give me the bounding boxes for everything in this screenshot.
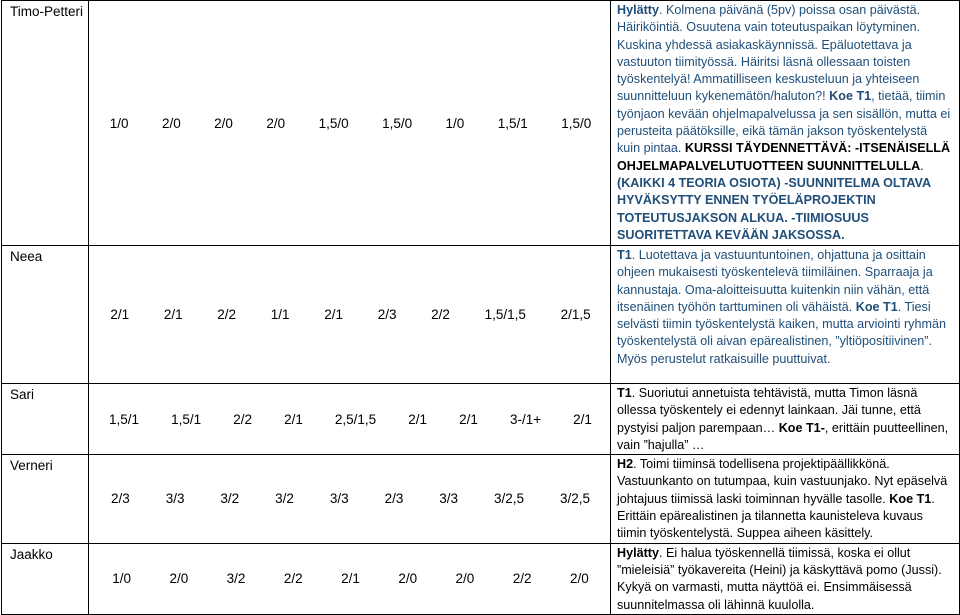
comment-cell xyxy=(611,246,960,384)
comment-segment: . Erittäin epärealistinen ja tilannetta kaunisteleva kuvaus tiimin työskentelystä. Suppea aiheen käsittely. xyxy=(617,491,935,541)
score-value: 3/3 xyxy=(165,491,185,507)
comment-cell xyxy=(611,543,960,614)
score-value: 2/3 xyxy=(384,491,404,507)
score-value: 3/3 xyxy=(329,491,349,507)
score-value: 2/0 xyxy=(455,571,475,587)
comment-segment: H2 xyxy=(617,457,634,472)
score-value: 1,5/0 xyxy=(318,115,349,131)
score-value: 2/0 xyxy=(398,571,418,587)
score-value: 1/0 xyxy=(112,571,131,587)
table-row xyxy=(2,384,960,455)
comment-segment: Koe T1 xyxy=(829,89,872,104)
score-value: 2/1 xyxy=(163,307,183,322)
score-value: 2/3 xyxy=(377,307,397,322)
score-value: 3/2 xyxy=(275,491,294,507)
score-value: 1,5/0 xyxy=(561,115,592,131)
score-value: 3/2 xyxy=(220,491,240,507)
score-value: 2/0 xyxy=(214,115,233,131)
score-value: 2/1 xyxy=(341,571,360,587)
score-value: 2/1 xyxy=(408,411,428,427)
table-row xyxy=(2,1,960,246)
comment-segment: Koe T1 xyxy=(855,299,898,314)
score-value: 2/2 xyxy=(431,307,450,322)
comment-cell xyxy=(611,1,960,246)
score-value: 2/2 xyxy=(217,307,237,322)
score-cell xyxy=(89,543,611,614)
score-value: 2/0 xyxy=(161,115,181,131)
score-value: 1,5/0 xyxy=(382,115,413,131)
score-value: 2/1 xyxy=(573,411,592,427)
comment-segment: Koe T1 xyxy=(889,491,932,506)
score-value: 2/1 xyxy=(459,411,478,427)
score-value: 2/1 xyxy=(110,307,130,322)
comment-segment: . xyxy=(920,158,924,173)
table-row xyxy=(2,455,960,543)
score-value: 2/0 xyxy=(169,571,189,587)
comment-segment: Hylätty xyxy=(617,3,659,17)
comment-cell xyxy=(611,455,960,543)
student-name: Timo-Petteri xyxy=(2,1,89,246)
comment-segment: . Ei halua työskennellä tiimissä, koska ei ollut ”mieleisiä” työkavereita (Heini) ja käskyttävä pomo (Jussi). Kykyä on varmasti, mutta näyttöä ei. Ensimmäisessä suunnitelmassa oli lähinnä kuulolla. xyxy=(617,545,942,612)
comment-segment: . Toimi tiiminsä todellisena projektipäällikkönä. Vastuunkanto on tutumpaa, kuin vastuunjako. Nyt epäselvä johtajuus tiimissä laski toiminnan hyvälle tasolle. xyxy=(617,457,948,506)
comment-segment: . Luotettava ja vastuuntuntoinen, ohjattuna ja osittain ohjeen mukaisesti työskentelevä tiimiläinen. Sparraaja ja kannustaja. Oma-aloitteisuutta kuitenkin niin vähän, että itsenäinen työhön tarttuminen oli vähäistä. xyxy=(617,248,933,314)
score-value: 1/0 xyxy=(445,115,465,131)
score-value: 2/1 xyxy=(324,307,343,322)
score-value: 3/2,5 xyxy=(494,491,525,507)
comment-segment: Hylätty xyxy=(617,545,659,560)
score-value: 2,5/1,5 xyxy=(334,411,377,427)
score-cell xyxy=(89,455,611,543)
score-value: 1,5/1,5 xyxy=(484,307,526,322)
score-cell xyxy=(89,1,611,246)
comment-segment: (KAIKKI 4 TEORIA OSIOTA) -SUUNNITELMA OLTAVA HYVÄKSYTTY ENNEN TYÖELÄPROJEKTIN TOTEUTUSJAKSON ALKUA. -TIIMIOSUUS SUORITETTAVA KEVÄÄN JAKSOSSA. xyxy=(617,175,931,242)
score-value: 2/1,5 xyxy=(560,307,591,322)
comment-segment: , tietää, tiimin työnjaon kevään ohjelmapalvelussa ja sen sisällön, mutta ei perusteita päätöksille, eikä tämän jakson työskentelystä kuin pintaa. xyxy=(617,89,951,156)
comment-segment: Koe T1- xyxy=(778,420,825,435)
comment-segment: T1 xyxy=(617,248,632,262)
score-value: 2/2 xyxy=(283,571,303,587)
student-name: Sari xyxy=(2,384,89,455)
score-cell xyxy=(89,246,611,384)
score-value: 2/0 xyxy=(266,115,286,131)
score-value: 3/2,5 xyxy=(559,491,590,507)
score-value: 3/2 xyxy=(226,571,246,587)
comment-segment: . Suoriutui annetuista tehtävistä, mutta Timon läsnä ollessa työskentely ei edennyt lainkaan. Jäi tunne, että pystyisi paljon parempaan… xyxy=(617,386,921,435)
score-value: 1,5/1 xyxy=(109,411,140,427)
student-name: Neea xyxy=(2,246,89,384)
student-name: Verneri xyxy=(2,455,89,543)
score-value: 3/3 xyxy=(439,491,459,507)
score-value: 3-/1+ xyxy=(509,411,542,427)
score-cell xyxy=(89,384,611,455)
comment-segment: . Tiesi selvästi tiimin työskentelystä kaiken, mutta arviointi ryhmän työskentelystä oli aivan epärealistinen, ”yltiöpositiivinen”. Myös perustelut ratkaisuille puuttuivat. xyxy=(617,299,946,366)
assessment-table xyxy=(1,0,960,615)
score-value: 1/1 xyxy=(270,307,290,322)
score-value: 2/2 xyxy=(233,411,252,427)
score-value: 1,5/1 xyxy=(497,115,528,131)
score-value: 2/2 xyxy=(512,571,532,587)
score-value: 2/3 xyxy=(110,491,130,507)
comment-segment: T1 xyxy=(617,386,632,400)
score-value: 2/1 xyxy=(284,411,303,427)
comment-cell xyxy=(611,384,960,455)
comment-segment: . Kolmena päivänä (5pv) poissa osan päivästä. Häiriköintiä. Osuutena vain toteutuspaikan löytyminen. Kuskina yhdessä asiakaskäynnissä. Epäluotettava ja vastuuton tiimityössä. Häiritsi läsnä ollessaan toisten työskentelyä! Ammatilliseen keskusteluun ja yhteiseen suunnitteluun kykenemätön/haluton?! xyxy=(617,3,921,104)
score-value: 1/0 xyxy=(109,115,129,131)
table-row xyxy=(2,246,960,384)
table-row xyxy=(2,543,960,614)
score-value: 2/0 xyxy=(569,571,589,587)
score-value: 1,5/1 xyxy=(171,411,202,427)
comment-segment: , erittäin puutteellinen, vain ”hajulla” … xyxy=(617,420,949,452)
comment-segment: KURSSI TÄYDENNETTÄVÄ: -ITSENÄISELLÄ OHJELMAPALVELUTUOTTEEN SUUNNITTELULLA xyxy=(617,141,951,173)
student-name: Jaakko xyxy=(2,543,89,614)
